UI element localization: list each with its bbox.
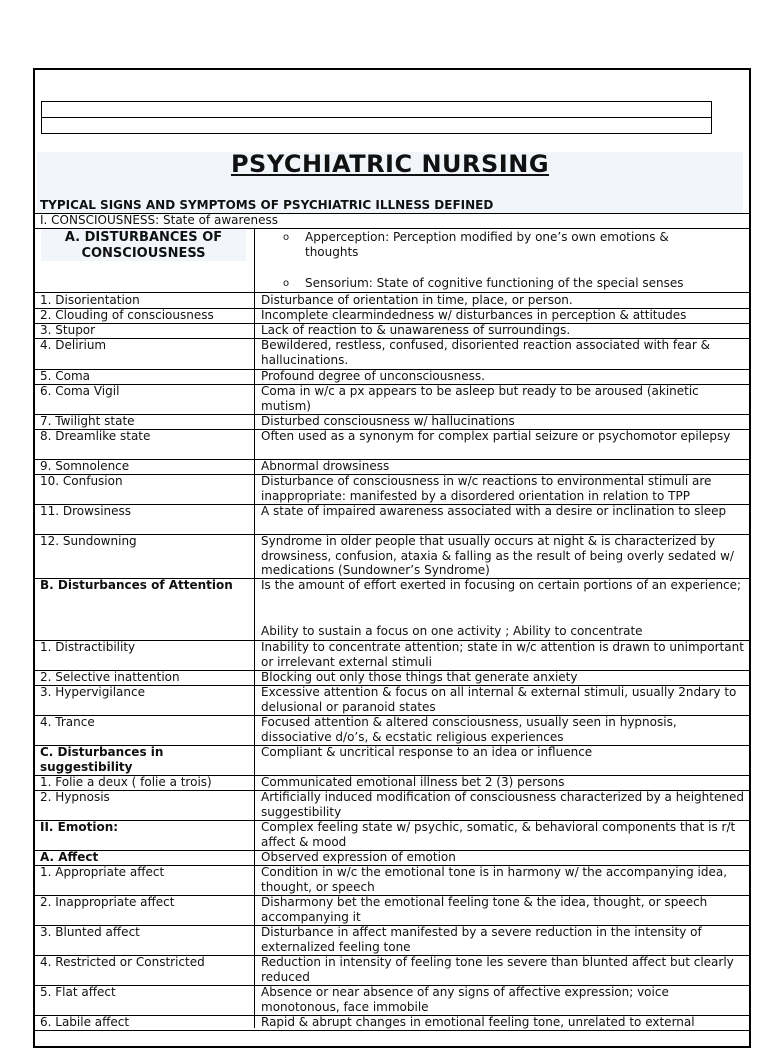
bullet-icon: o xyxy=(283,278,290,289)
definition-cell: Disharmony bet the emotional feeling tone & the idea, thought, or speech accompanying it xyxy=(261,895,708,924)
term-cell: 3. Hypervigilance xyxy=(40,685,145,699)
definition-cell-extra: Ability to sustain a focus on one activity ; Ability to concentrate xyxy=(261,624,643,638)
table-row xyxy=(35,429,749,460)
table-row xyxy=(35,790,749,821)
section-a-heading xyxy=(41,229,246,261)
page-title: PSYCHIATRIC NURSING xyxy=(230,150,550,178)
definition-cell: Absence or near absence of any signs of affective expression; voice monotonous, face immobile xyxy=(261,985,669,1014)
term-cell: 1. Distractibility xyxy=(40,640,136,654)
term-cell: 1. Disorientation xyxy=(40,293,140,307)
definition-cell: Syndrome in older people that usually occurs at night & is characterized by drowsiness, confusion, ataxia & falling as the result of being overly sedated w/ medications (Sundowner’s Syndrome) xyxy=(261,534,734,577)
definition-cell: Incomplete clearmindedness w/ disturbances in perception & attitudes xyxy=(261,308,687,322)
table-row xyxy=(35,1015,749,1031)
table-row xyxy=(35,308,749,324)
table-row xyxy=(35,820,749,851)
term-cell: 2. Inappropriate affect xyxy=(40,895,175,909)
definition-cell: Disturbance in affect manifested by a severe reduction in the intensity of externalized feeling tone xyxy=(261,925,702,954)
table-row xyxy=(35,895,749,926)
table-row xyxy=(35,955,749,986)
section-consciousness: I. CONSCIOUSNESS: State of awareness xyxy=(40,213,279,227)
definition-cell: Bewildered, restless, confused, disoriented reaction associated with fear & hallucinations. xyxy=(261,338,710,367)
definition-cell: Inability to concentrate attention; state in w/c attention is drawn to unimportant or irrelevant external stimuli xyxy=(261,640,744,669)
term-cell: 12. Sundowning xyxy=(40,534,137,548)
header-box-bottom xyxy=(41,117,712,134)
definition-cell: Lack of reaction to & unawareness of surroundings. xyxy=(261,323,571,337)
term-cell: 5. Coma xyxy=(40,369,91,383)
table-row xyxy=(35,670,749,686)
bullet-item xyxy=(285,230,725,260)
term-cell: 2. Hypnosis xyxy=(40,790,110,804)
header-box-top xyxy=(41,101,712,118)
definition-cell: Abnormal drowsiness xyxy=(261,459,390,473)
definition-cell: Compliant & uncritical response to an idea or influence xyxy=(261,745,593,759)
table-row xyxy=(35,715,749,746)
term-cell: II. Emotion: xyxy=(40,820,119,834)
definition-cell: Disturbance of consciousness in w/c reactions to environmental stimuli are inappropriate: manifested by a disordered orientation in relation to TPP xyxy=(261,474,712,503)
term-cell: 4. Trance xyxy=(40,715,95,729)
table-row xyxy=(35,640,749,671)
term-cell: 10. Confusion xyxy=(40,474,123,488)
term-cell: 3. Blunted affect xyxy=(40,925,140,939)
definition-cell: Reduction in intensity of feeling tone les severe than blunted affect but clearly reduced xyxy=(261,955,734,984)
term-cell: 6. Coma Vigil xyxy=(40,384,120,398)
term-cell: C. Disturbances in suggestibility xyxy=(40,745,164,774)
table-row xyxy=(35,850,749,866)
table-row xyxy=(35,414,749,430)
table-row xyxy=(35,685,749,716)
definition-cell: Complex feeling state w/ psychic, somatic, & behavioral components that is r/t affect & mood xyxy=(261,820,736,849)
definition-cell: Artificially induced modification of consciousness characterized by a heightened suggestibility xyxy=(261,790,744,819)
table-row xyxy=(35,865,749,896)
term-cell: 2. Selective inattention xyxy=(40,670,180,684)
term-cell: 1. Appropriate affect xyxy=(40,865,165,879)
term-cell: 2. Clouding of consciousness xyxy=(40,308,214,322)
term-cell: 6. Labile affect xyxy=(40,1015,130,1029)
definition-cell: Often used as a synonym for complex partial seizure or psychomotor epilepsy xyxy=(261,429,731,443)
definition-cell: A state of impaired awareness associated with a desire or inclination to sleep xyxy=(261,504,727,518)
table-row xyxy=(35,474,749,505)
term-cell: B. Disturbances of Attention xyxy=(40,578,233,592)
table-row xyxy=(35,459,749,475)
table-row xyxy=(35,578,749,641)
definition-cell: Focused attention & altered consciousness, usually seen in hypnosis, dissociative d/o’s, & ecstatic religious experiences xyxy=(261,715,677,744)
definition-cell: Blocking out only those things that generate anxiety xyxy=(261,670,578,684)
table-row xyxy=(35,745,749,776)
term-cell: 1. Folie a deux ( folie a trois) xyxy=(40,775,212,789)
term-cell: 4. Restricted or Constricted xyxy=(40,955,205,969)
table-row xyxy=(35,504,749,535)
definition-cell: Condition in w/c the emotional tone is in harmony w/ the accompanying idea, thought, or speech xyxy=(261,865,728,894)
term-cell: 5. Flat affect xyxy=(40,985,116,999)
table-row xyxy=(35,338,749,370)
definition-cell: Observed expression of emotion xyxy=(261,850,456,864)
table-row xyxy=(35,534,749,579)
definition-cell: Rapid & abrupt changes in emotional feeling tone, unrelated to external xyxy=(261,1015,695,1029)
definition-cell: Is the amount of effort exerted in focusing on certain portions of an experience; xyxy=(261,578,742,592)
term-cell: 11. Drowsiness xyxy=(40,504,132,518)
table-row xyxy=(35,384,749,415)
definition-cell: Disturbance of orientation in time, place, or person. xyxy=(261,293,573,307)
definition-cell: Coma in w/c a px appears to be asleep but ready to be aroused (akinetic mutism) xyxy=(261,384,699,413)
table-row xyxy=(35,925,749,956)
term-cell: 9. Somnolence xyxy=(40,459,130,473)
term-cell: 3. Stupor xyxy=(40,323,96,337)
term-cell: 7. Twilight state xyxy=(40,414,135,428)
bullet-icon: o xyxy=(283,232,290,243)
table-row xyxy=(35,369,749,385)
definition-cell: Communicated emotional illness bet 2 (3) persons xyxy=(261,775,565,789)
table-row xyxy=(35,775,749,791)
definition-cell: Disturbed consciousness w/ hallucinations xyxy=(261,414,515,428)
definition-cell: Excessive attention & focus on all internal & external stimuli, usually 2ndary to delusional or paranoid states xyxy=(261,685,737,714)
term-cell: 8. Dreamlike state xyxy=(40,429,151,443)
definition-cell: Profound degree of unconsciousness. xyxy=(261,369,485,383)
bullet-text: Sensorium: State of cognitive functioning of the special senses xyxy=(305,276,684,290)
bullet-text: Apperception: Perception modified by one’s own emotions & thoughts xyxy=(305,230,669,259)
term-cell: A. Affect xyxy=(40,850,99,864)
subtitle: TYPICAL SIGNS AND SYMPTOMS OF PSYCHIATRIC ILLNESS DEFINED xyxy=(40,198,494,212)
table-row xyxy=(35,323,749,339)
term-cell: 4. Delirium xyxy=(40,338,107,352)
bullet-item xyxy=(285,276,725,291)
section-a-label: A. DISTURBANCES OF CONSCIOUSNESS xyxy=(64,230,223,261)
table-row xyxy=(35,293,749,309)
table-row xyxy=(35,985,749,1016)
